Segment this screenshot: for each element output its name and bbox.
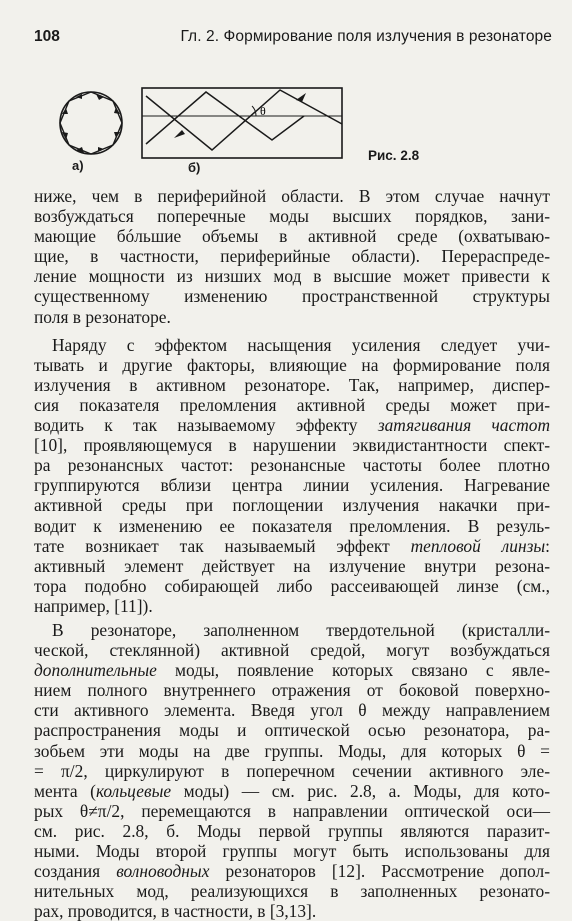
text-line: например, [11]).: [34, 595, 153, 616]
ray-arrow: [296, 93, 306, 102]
text-line: поля в резонаторе.: [34, 306, 171, 327]
panel-b-label: б): [188, 160, 201, 175]
text-line: возбуждаться поперечные моды высших порядков, зани-: [34, 206, 550, 227]
ring-mode-path: [60, 92, 122, 154]
text-line: мающие бóльшие объемы в активной среде (охватываю-: [34, 226, 550, 247]
zigzag-ray-2: [146, 92, 304, 144]
text-line: существенному изменению пространственной структуры: [34, 286, 550, 307]
page-number: 108: [34, 28, 60, 45]
text-line: нительных мод, реализующихся в заполненных резонато-: [34, 881, 550, 902]
text-line: тывать и другие факторы, влияющие на формирование поля: [34, 354, 550, 375]
text-line: [10], проявляющемуся в нарушении эквидистантности спект-: [34, 435, 550, 456]
text-line: активной среды при поглощении излучения накачки при-: [34, 495, 550, 516]
text-line: рых θ≠π/2, перемещаются в направлении оптической оси—: [34, 800, 550, 821]
text-line: активный элемент действует на излучение внутри резона-: [34, 555, 550, 576]
paragraph: [34, 335, 550, 616]
running-title: Гл. 2. Формирование поля излучения в резонаторе: [180, 28, 552, 45]
text-line: щие, в частности, периферийные области). Перераспреде-: [34, 246, 550, 267]
text-line: водит к изменению ее показателя преломления. В резуль-: [34, 515, 550, 536]
text-line: тате возникает так называемый эффект тепловой линзы:: [34, 535, 550, 556]
body-text: [34, 186, 550, 921]
text-line: Наряду с эффектом насыщения усиления следует учи-: [52, 334, 550, 355]
text-line: см. рис. 2.8, б. Моды первой группы являются паразит-: [34, 820, 550, 841]
figure-2-8: [34, 62, 554, 192]
angle-theta-label: θ: [260, 104, 266, 118]
panel-a-label: а): [72, 158, 84, 173]
figure-caption: Рис. 2.8: [368, 148, 420, 163]
text-line: сти активного элемента. Введя угол θ между направлением: [34, 700, 550, 721]
text-line: группируются вблизи центра линии усиления. Нагревание: [34, 475, 550, 496]
paragraph: [34, 620, 550, 921]
paragraph: [34, 186, 550, 327]
figure-drawing: [34, 62, 554, 192]
waveguide-mode-diagram: [142, 88, 342, 158]
text-line: рах, проводится, в частности, в [3,13].: [34, 901, 317, 921]
text-line: ление мощности из низших мод в высшие может привести к: [34, 266, 550, 287]
text-line: сия показателя преломления активной среды может при-: [34, 394, 550, 415]
text-line: ческой, стеклянной) активной средой, могут возбуждаться: [34, 640, 550, 661]
arrow-marks: [62, 94, 120, 153]
text-line: водить к так называемому эффекту затягивания частот: [34, 415, 551, 436]
text-line: распространения моды и оптической осью резонатора, ра-: [34, 720, 550, 741]
ring-mode-diagram: [60, 92, 122, 154]
running-header: [34, 28, 552, 52]
text-line: зобьем эти моды на две группы. Моды, для которых θ =: [34, 740, 550, 761]
text-line: = π/2, циркулируют в поперечном сечении активного эле-: [34, 760, 550, 781]
text-line: В резонаторе, заполненном твердотельной (кристалли-: [52, 619, 550, 640]
text-line: тора подобно собирающей либо рассеивающей линзе (см.,: [34, 575, 550, 596]
text-line: ра резонансных частот: резонансные частоты более плотно: [34, 455, 550, 476]
text-line: излучения в активном резонаторе. Так, например, диспер-: [34, 374, 550, 395]
text-line: нием полного внутреннего отражения от боковой поверхно-: [34, 680, 550, 701]
text-line: ниже, чем в периферийной области. В этом случае начнут: [34, 186, 550, 206]
text-line: дополнительные моды, появление которых связано с явле-: [34, 660, 550, 681]
text-line: создания волноводных резонаторов [12]. Рассмотрение допол-: [34, 861, 550, 882]
text-line: мента (кольцевые моды) — см. рис. 2.8, а. Моды, для кото-: [34, 780, 550, 801]
ray-arrow: [174, 130, 185, 138]
text-line: ными. Моды второй группы могут быть использованы для: [34, 841, 550, 861]
